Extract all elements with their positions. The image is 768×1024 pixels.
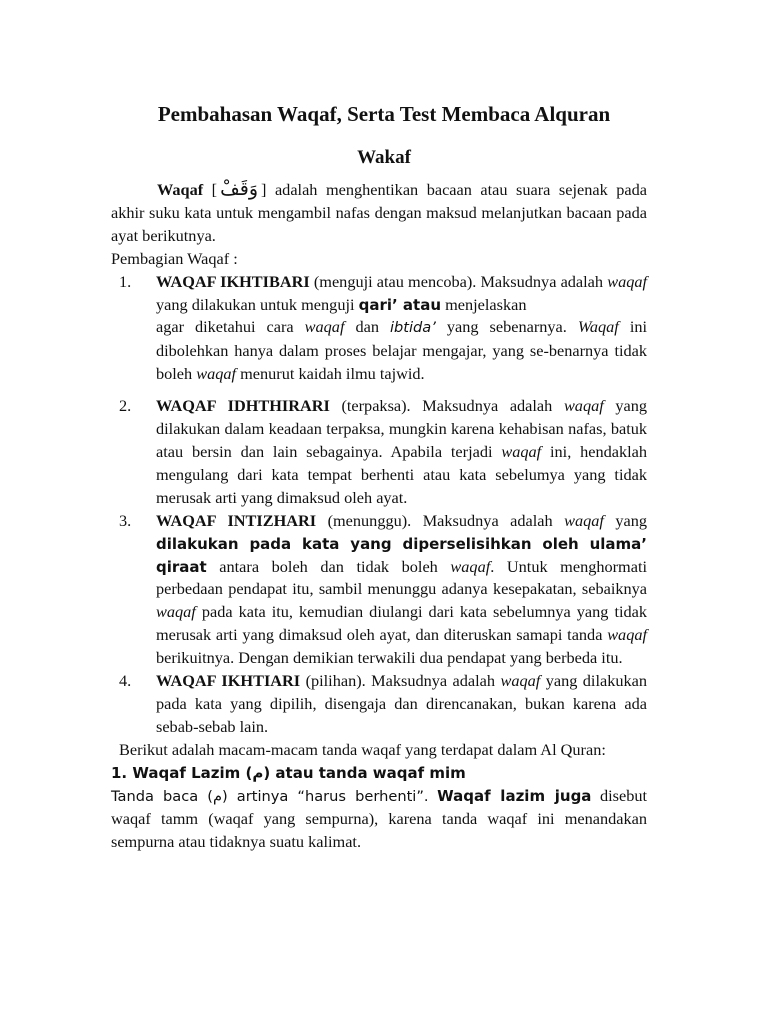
item-text: antara boleh dan tidak boleh <box>219 556 438 576</box>
italic-term: waqaf <box>450 556 491 576</box>
arabic-waqaf: وَقَفْ <box>220 178 259 200</box>
item-number: 3. <box>119 510 132 530</box>
item-text: (menunggu). Maksudnya adalah <box>327 510 553 530</box>
item-number: 4. <box>119 671 132 691</box>
item-text-sans: dilakukan pada kata yang diperselisihkan oleh ulama’ qiraat <box>156 534 647 576</box>
item-name: WAQAF IKHTIBARI <box>156 271 310 291</box>
italic-term: waqaf <box>501 441 542 461</box>
list-item <box>111 670 647 739</box>
intro-paragraph <box>111 178 647 248</box>
item-text: agar diketahui cara <box>156 317 294 337</box>
list-item <box>111 395 647 510</box>
italic-term: waqaf <box>304 317 345 337</box>
item-text: yang dilakukan pada kata yang dipilih, disengaja dan direncanakan, bukan karena ada sebab-sebab lain. <box>156 671 647 736</box>
italic-term: waqaf <box>156 602 196 622</box>
item-text: . Untuk menghormati perbedaan pendapat itu, sambil menunggu adanya kesepakatan, sebaiknya <box>156 556 647 599</box>
list-item <box>111 271 647 387</box>
item-text-sans: qari’ atau <box>358 295 442 314</box>
sans-bold-text: Waqaf lazim juga <box>437 786 592 805</box>
section-subtitle: Wakaf <box>357 147 411 168</box>
item-name: WAQAF IKHTIARI <box>156 671 301 691</box>
bracket-close: ] <box>261 180 267 199</box>
document-body <box>111 178 647 854</box>
section-heading-waqaf-lazim: 1. Waqaf Lazim (م) atau tanda waqaf mim <box>111 763 466 782</box>
item-text: pada kata itu, kemudian diulangi dari kata sebelumnya yang tidak merusak arti yang dimaksud oleh ayat, dan diteruskan samapi tanda <box>156 602 647 645</box>
paragraph-text: disebut waqaf tamm (waqaf yang sempurna), karena tanda waqaf ini menandakan sempurna atau tidaknya suatu kalimat. <box>111 785 647 852</box>
italic-term: waqaf <box>500 671 541 691</box>
italic-term: waqaf <box>563 396 604 416</box>
item-text: (terpaksa). Maksudnya adalah <box>341 396 553 416</box>
item-text: (pilihan). Maksudnya adalah <box>305 671 496 691</box>
sans-text: Tanda baca (م) artinya “harus berhenti”. <box>111 787 429 805</box>
item-text: yang dilakukan untuk menguji <box>156 294 355 314</box>
item-text: yang <box>615 510 648 530</box>
page-title: Pembahasan Waqaf, Serta Test Membaca Alquran <box>157 102 611 126</box>
list-item <box>111 510 647 670</box>
italic-term: waqaf <box>564 510 604 530</box>
item-text: (menguji atau mencoba). Maksudnya adalah <box>313 271 604 291</box>
waqaf-list <box>111 271 647 739</box>
item-number: 2. <box>119 396 132 416</box>
term-waqaf: Waqaf <box>157 180 204 199</box>
item-name: WAQAF INTIZHARI <box>156 510 317 530</box>
intro-text: adalah menghentikan bacaan atau suara sejenak pada akhir suku kata untuk mengambil nafas dengan maksud melanjutkan bacaan pada ayat berikutnya. <box>111 180 647 245</box>
italic-term: waqaf <box>196 364 237 384</box>
italic-term: ibtida’ <box>389 319 436 337</box>
item-name: WAQAF IDHTHIRARI <box>156 396 330 416</box>
item-text: dan <box>355 317 379 337</box>
pembagian-label: Pembagian Waqaf : <box>111 248 238 268</box>
item-number: 1. <box>119 271 132 291</box>
item-text: yang sebenarnya. <box>446 317 567 337</box>
italic-term: Waqaf <box>577 317 619 337</box>
item-text: menurut kaidah ilmu tajwid. <box>240 364 425 384</box>
italic-term: waqaf <box>607 625 647 645</box>
item-text: ini, hendaklah mengulang dari kata tempat berhenti atau kata sebelumya yang tidak merusak arti yang dimaksud oleh ayat. <box>156 441 648 507</box>
item-text: yang dilakukan dalam keadaan terpaksa, mungkin karena kehabisan nafas, batuk atau bersin dan lain sebagainya. Apabila terjadi <box>156 396 648 461</box>
italic-term: waqaf <box>607 271 648 291</box>
item-text: menjelaskan <box>445 294 527 314</box>
item-text: ini dibolehkan hanya dalam proses belajar mengajar, yang se-benarnya tidak boleh <box>156 317 648 384</box>
berikut-paragraph: Berikut adalah macam-macam tanda waqaf yang terdapat dalam Al Quran: <box>119 739 606 759</box>
bracket-open: [ <box>211 180 218 199</box>
item-text: berikuitnya. Dengan demikian terwakili dua pendapat yang berbeda itu. <box>156 648 623 668</box>
last-paragraph <box>111 785 647 855</box>
